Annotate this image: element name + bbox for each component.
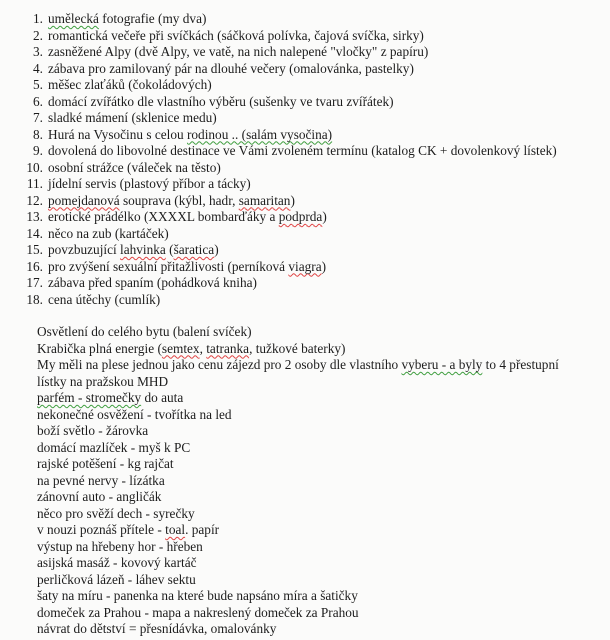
list-item: [0, 94, 610, 111]
list-item: [0, 226, 610, 243]
grammar-flagged-word: umělecká: [48, 11, 99, 26]
text-segment: domácí mazlíček - myš k PC: [37, 439, 191, 455]
text-segment: souprava (kýbl, hadr,: [119, 192, 239, 208]
text-segment: domeček za Prahou - mapa a nakreslený domeček za Prahou: [37, 604, 359, 620]
list-number: 18.: [26, 291, 43, 307]
text-segment: domácí zvířátko dle vlastního výběru (sušenky ve tvaru zvířátek): [48, 93, 394, 109]
list-text: [48, 160, 221, 175]
text-segment: (: [165, 242, 174, 257]
list-text: [48, 94, 394, 109]
text-segment: erotické prádélko (XXXXL bombarďáky a: [48, 209, 279, 224]
list-item: [0, 110, 610, 127]
list-text: [48, 193, 295, 208]
spellcheck-flagged-word: lahvinka: [120, 242, 166, 257]
list-text: [48, 259, 326, 274]
list-text: [48, 226, 169, 241]
text-segment: rajské potěšení - kg rajčat: [37, 456, 174, 471]
text-segment: pro zvýšení sexuální přitažlivosti (perníková: [48, 258, 289, 274]
text-segment: dovolená do libovolné destinace ve Vámi zvoleném termínu (katalog CK + dovolenkový lístek): [48, 143, 557, 158]
list-number: 5.: [33, 77, 43, 92]
list-number: 14.: [26, 225, 43, 241]
paragraph-line: [37, 522, 610, 539]
list-text: [48, 44, 428, 59]
text-segment: zábava pro zamilovaný pár na dlouhé večery (omalovánka, pastelky): [48, 60, 414, 76]
list-item: [0, 44, 610, 61]
text-segment: . papír: [185, 522, 220, 537]
paragraph-line: [37, 621, 610, 638]
paragraph-line: [37, 374, 610, 391]
list-text: [48, 11, 206, 26]
list-text: [48, 292, 160, 307]
text-segment: boží světlo - žárovka: [37, 423, 149, 438]
text-segment: na pevné nervy - lízátka: [37, 472, 165, 488]
paragraph-line: [37, 473, 610, 490]
spellcheck-flagged-word: podprda: [278, 209, 323, 224]
list-item: [0, 292, 610, 309]
text-segment: cena útěchy (cumlík): [48, 291, 161, 307]
text-segment: nekonečné osvěžení - tvořítka na led: [37, 406, 232, 422]
list-number: 11.: [26, 176, 43, 191]
list-item: [0, 176, 610, 193]
text-segment: lístky na pražskou MHD: [37, 373, 169, 389]
text-segment: fotografie (my dva): [98, 11, 207, 26]
text-segment: ,: [199, 340, 207, 356]
list-item: [0, 242, 610, 259]
list-text: [48, 275, 257, 290]
text-segment: ): [214, 242, 219, 257]
list-text: [48, 209, 327, 224]
text-segment: , tužkové baterky): [249, 340, 346, 356]
text-segment: sladké mámení (sklenice medu): [48, 110, 217, 125]
paragraph-line: [37, 605, 610, 622]
spellcheck-flagged-word: toal: [165, 522, 186, 537]
paragraph-line: [37, 357, 610, 374]
list-number: 16.: [26, 258, 43, 274]
list-number: 15.: [26, 242, 43, 257]
list-item: [0, 127, 610, 144]
list-number: 13.: [26, 209, 43, 224]
text-segment: romantická večeře při svíčkách (sáčková polívka, čajová svíčka, sirky): [48, 27, 424, 43]
paragraph-line: [37, 572, 610, 589]
spellcheck-flagged-word: semtex: [161, 340, 200, 356]
text-segment: Krabička plná energie (: [37, 340, 162, 356]
gift-list: [0, 11, 610, 308]
spellcheck-flagged-word: viagra: [288, 258, 322, 274]
text-segment: Osvětlení do celého bytu (balení svíček): [37, 324, 252, 339]
list-number: 4.: [33, 60, 43, 76]
text-segment: to 4 přestupní: [482, 357, 559, 372]
list-item: [0, 77, 610, 94]
list-text: [48, 143, 557, 158]
list-item: [0, 275, 610, 292]
list-number: 8.: [33, 126, 43, 142]
text-segment: ): [322, 209, 327, 224]
list-item: [0, 160, 610, 177]
list-item: [0, 209, 610, 226]
text-segment: My měli na plese jednou jako cenu zájezd pro 2 osoby dle vlastního: [37, 357, 402, 372]
paragraph-line: [37, 555, 610, 572]
grammar-flagged-word: vyberu - a byly: [401, 357, 483, 372]
text-segment: výstup na hřebeny hor - hřeben: [37, 538, 203, 554]
text-segment: něco na zub (kartáček): [48, 225, 169, 241]
list-text: [48, 242, 219, 257]
list-text: [48, 127, 332, 142]
paragraph-line: [37, 440, 610, 457]
text-segment: ): [290, 192, 295, 208]
list-number: 12.: [26, 192, 43, 208]
list-item: [0, 143, 610, 160]
paragraph-line: [37, 588, 610, 605]
list-text: [48, 110, 217, 125]
text-segment: zánovní auto - angličák: [37, 489, 162, 504]
paragraph-line: [37, 489, 610, 506]
text-segment: šaty na míru - panenka na které bude napsáno míra a šatičky: [37, 588, 358, 603]
spellcheck-flagged-word: tatranka: [206, 340, 250, 356]
list-text: [48, 77, 212, 92]
list-item: [0, 28, 610, 45]
list-text: [48, 28, 424, 43]
spellcheck-flagged-word: samaritan: [238, 192, 291, 208]
text-segment: měšec zlaťáků (čokoládových): [48, 77, 212, 92]
paragraph-line: [37, 324, 610, 341]
text-segment: perličková lázeň - láhev sektu: [37, 571, 196, 587]
list-item: [0, 11, 610, 28]
paragraph-line: [37, 506, 610, 523]
list-number: 3.: [33, 44, 43, 59]
spellcheck-flagged-word: šaratica: [173, 242, 215, 257]
paragraph-line: [37, 390, 610, 407]
paragraph-line: [37, 539, 610, 556]
text-segment: asijská masáž - kovový kartáč: [37, 555, 197, 570]
list-number: 10.: [26, 159, 43, 175]
grammar-flagged-word: rodinou .. (salám vysočina): [186, 126, 333, 142]
paragraph-line: [37, 341, 610, 358]
paragraph-line: [37, 423, 610, 440]
list-number: 6.: [33, 93, 43, 109]
text-segment: do auta: [141, 390, 184, 405]
spellcheck-flagged-word: pomejdanová: [48, 192, 120, 208]
list-number: 9.: [33, 143, 43, 158]
text-segment: jídelní servis (plastový příbor a tácky): [48, 176, 251, 191]
list-item: [0, 193, 610, 210]
text-segment: něco pro svěží dech - syrečky: [37, 505, 195, 521]
text-segment: Hurá na Vysočinu s celou: [48, 126, 187, 142]
text-segment: osobní strážce (váleček na těsto): [48, 159, 221, 175]
text-segment: zábava před spaním (pohádková kniha): [48, 275, 257, 290]
list-number: 7.: [33, 110, 43, 125]
paragraph-line: [37, 407, 610, 424]
notes-paragraph: [37, 324, 610, 638]
text-segment: v nouzi poznáš přítele -: [37, 522, 166, 537]
text-segment: zasněžené Alpy (dvě Alpy, ve vatě, na nich nalepené "vločky" z papíru): [48, 44, 429, 59]
list-number: 17.: [26, 275, 43, 290]
text-segment: návrat do dětství = přesnídávka, omalovánky: [37, 621, 277, 636]
list-item: [0, 61, 610, 78]
list-text: [48, 61, 414, 76]
list-number: 2.: [33, 27, 43, 43]
text-segment: ): [321, 258, 327, 274]
list-text: [48, 176, 251, 191]
paragraph-line: [37, 456, 610, 473]
grammar-flagged-word: parfém - stromečky: [37, 390, 142, 405]
list-item: [0, 259, 610, 276]
list-number: 1.: [33, 11, 43, 26]
text-segment: povzbuzující: [48, 242, 121, 257]
